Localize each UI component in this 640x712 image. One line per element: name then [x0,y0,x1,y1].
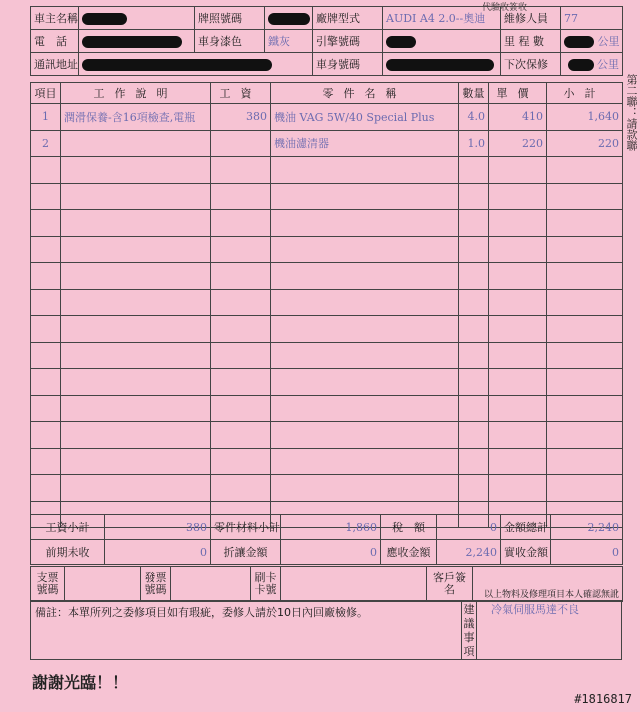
table-row [31,236,623,263]
col-parts: 零件名稱 [271,83,459,104]
table-row [31,475,623,502]
table-row [31,448,623,475]
vehicle-info-table [30,6,623,76]
side-copy-label: 第二聯：請款聯 [625,74,638,151]
col-qty: 數量 [459,83,489,104]
label-received: 實收金額 [501,540,551,565]
col-labor: 工資 [211,83,271,104]
label-suggestion: 建議事項 [461,601,477,659]
table-row [31,263,623,290]
invoice-no-value [171,567,251,602]
label-discount: 折讓金額 [211,540,281,565]
redaction-mark [82,59,272,71]
items-header-row [31,83,623,104]
thank-you-text: 謝謝光臨！！ [32,673,129,692]
payment-table [30,566,623,602]
table-row [31,422,623,449]
label-owner: 車主名稱 [31,7,79,30]
image-id-stamp: #1816817 [574,692,632,706]
plate-redacted [265,7,313,30]
label-engine-no: 引擎號碼 [313,30,383,53]
label-phone: 電 話 [31,30,79,53]
table-row [31,369,623,396]
totals-table [30,514,623,565]
table-row: 2 機油濾清器 1.0 220 220 [31,130,623,157]
label-check-no: 支票號碼 [31,567,65,602]
label-total: 金額總計 [501,515,551,540]
label-parts-subtotal: 零件材料小計 [211,515,281,540]
top-header-text: 代驗收簽收 [482,3,528,13]
label-receivable: 應收金額 [381,540,437,565]
parts-subtotal-value: 1,860 [281,515,381,540]
technician-value: 77 [561,7,623,30]
redaction-mark [82,36,182,48]
redaction-mark [82,13,127,25]
redaction-mark [568,59,594,71]
vin-redacted [383,53,501,76]
items-table [30,82,623,528]
col-work: 工作說明 [61,83,211,104]
table-row [31,157,623,184]
color-value: 鐵灰 [265,30,313,53]
label-model: 廠牌型式 [313,7,383,30]
label-technician: 維修人員 [501,7,561,30]
next-service-value: 公里 [561,53,623,76]
engine-redacted [383,30,501,53]
tax-value: 0 [437,515,501,540]
redaction-mark [564,36,594,48]
redaction-mark [386,59,494,71]
redaction-mark [386,36,416,48]
col-price: 單價 [489,83,547,104]
label-prior-unpaid: 前期未收 [31,540,105,565]
col-item: 項目 [31,83,61,104]
received-value: 0 [551,540,623,565]
table-row [31,210,623,237]
confirmation-text: 以上物料及修理項目本人確認無訛 [473,567,623,602]
remarks-box [30,600,622,660]
remarks-text: 備註：本單所列之委修項目如有瑕疵，委修人請於10日內回廠檢修。 [35,606,368,619]
table-row [31,342,623,369]
receivable-value: 2,240 [437,540,501,565]
suggestion-text: 冷氣伺服馬達不良 [491,603,579,616]
model-value: AUDI A4 2.0--奧迪 [383,7,501,30]
table-row [31,289,623,316]
label-plate: 牌照號碼 [195,7,265,30]
table-row: 1 潤滑保養-含16項檢查,電瓶 380 機油 VAG 5W/40 Special Plus 4.0 410 1,640 [31,104,623,131]
redaction-mark [268,13,310,25]
table-row [31,395,623,422]
label-tax: 稅 額 [381,515,437,540]
label-invoice-no: 發票號碼 [141,567,171,602]
address-redacted [79,53,313,76]
labor-subtotal-value: 380 [105,515,211,540]
label-color: 車身漆色 [195,30,265,53]
table-row [31,183,623,210]
col-subtotal: 小計 [547,83,623,104]
mileage-value: 公里 [561,30,623,53]
check-no-value [65,567,141,602]
phone-redacted [79,30,195,53]
label-vin: 車身號碼 [313,53,383,76]
label-next-service: 下次保修 [501,53,561,76]
owner-redacted [79,7,195,30]
label-card-no: 刷卡卡號 [251,567,281,602]
label-labor-subtotal: 工資小計 [31,515,105,540]
table-row [31,316,623,343]
label-address: 通訊地址 [31,53,79,76]
label-customer-sign: 客戶簽名 [427,567,473,602]
prior-unpaid-value: 0 [105,540,211,565]
card-no-value [281,567,427,602]
total-value: 2,240 [551,515,623,540]
discount-value: 0 [281,540,381,565]
label-mileage: 里 程 數 [501,30,561,53]
